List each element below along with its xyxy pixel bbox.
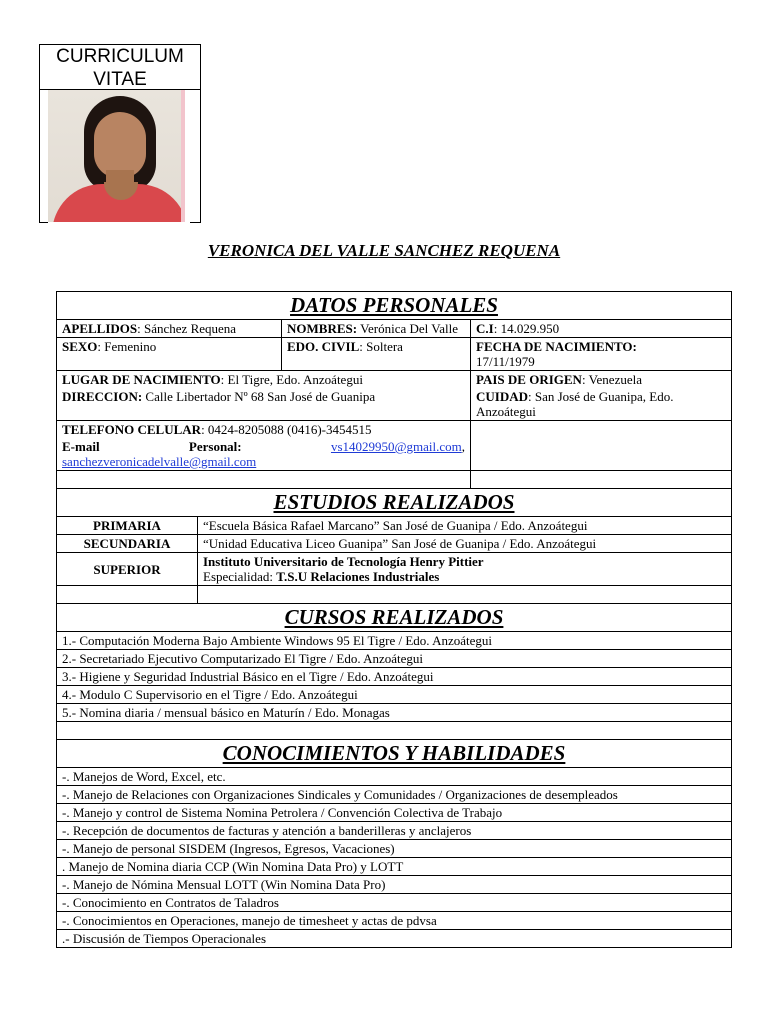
email-link-secondary[interactable]: sanchezveronicadelvalle@gmail.com (62, 454, 257, 469)
row-direccion (57, 388, 732, 421)
section-title-skills: CONOCIMIENTOS Y HABILIDADES (57, 740, 732, 768)
list-item (57, 786, 732, 804)
row-telefono (57, 421, 732, 439)
civil-label: EDO. CIVIL (287, 339, 360, 354)
direccion-value: Calle Libertador Nº 68 San José de Guanipa (142, 389, 376, 404)
cv-title-line1: CURRICULUM (56, 46, 184, 67)
cell-civil (282, 338, 471, 371)
photo-frame-right (200, 88, 201, 223)
email-label-2: Personal: (188, 439, 242, 454)
list-item (57, 804, 732, 822)
list-item (57, 686, 732, 704)
list-item (57, 840, 732, 858)
telefono-label: TELEFONO CELULAR (62, 422, 202, 437)
photo-edge (181, 90, 185, 222)
cv-table (56, 291, 732, 948)
skill-item: -. Manejo de personal SISDEM (Ingresos, Egresos, Vacaciones) (57, 840, 732, 858)
photo-frame-bottom-left (39, 222, 48, 223)
section-title-courses: CURSOS REALIZADOS (57, 604, 732, 632)
list-item (57, 768, 732, 786)
pais-label: PAIS DE ORIGEN (476, 372, 582, 387)
superior-label: SUPERIOR (57, 553, 198, 586)
cv-header-box (39, 44, 201, 223)
email-line (62, 439, 465, 454)
cell-ci (471, 320, 732, 338)
email-link-primary[interactable]: vs14029950@gmail.com (330, 439, 462, 454)
email-primary-wrap (331, 439, 465, 454)
row-lugar (57, 371, 732, 389)
row-spacer-courses (57, 722, 732, 740)
profile-photo (48, 90, 185, 222)
section-personal-row (57, 292, 732, 320)
cell-ciudad (471, 388, 732, 421)
cell-superior (198, 553, 732, 586)
list-item (57, 822, 732, 840)
photo-frame-bottom-right (190, 222, 200, 223)
cv-title (39, 44, 201, 90)
pais-value: : Venezuela (581, 372, 642, 387)
spacer-cell (198, 586, 732, 604)
list-item (57, 858, 732, 876)
cell-apellidos (57, 320, 282, 338)
list-item (57, 668, 732, 686)
spacer-cell (57, 471, 471, 489)
row-superior (57, 553, 732, 586)
email-label-1: E-mail (62, 439, 100, 454)
course-item: 2.- Secretariado Ejecutivo Computarizado El Tigre / Edo. Anzoátegui (57, 650, 732, 668)
secundaria-label: SECUNDARIA (57, 535, 198, 553)
secundaria-value: “Unidad Educativa Liceo Guanipa” San José de Guanipa / Edo. Anzoátegui (198, 535, 732, 553)
list-item (57, 632, 732, 650)
sexo-label: SEXO (62, 339, 98, 354)
lugar-label: LUGAR DE NACIMIENTO (62, 372, 221, 387)
list-item (57, 930, 732, 948)
section-title-personal: DATOS PERSONALES (57, 292, 732, 320)
list-item (57, 876, 732, 894)
cell-lugar (57, 371, 471, 389)
fecha-value: 17/11/1979 (476, 354, 535, 369)
row-secundaria (57, 535, 732, 553)
skill-item: -. Recepción de documentos de facturas y atención a banderilleras y anclajeros (57, 822, 732, 840)
fecha-label: FECHA DE NACIMIENTO: (476, 339, 637, 354)
skill-item: -. Manejos de Word, Excel, etc. (57, 768, 732, 786)
row-primaria (57, 517, 732, 535)
course-item: 1.- Computación Moderna Bajo Ambiente Windows 95 El Tigre / Edo. Anzoátegui (57, 632, 732, 650)
civil-value: : Soltera (359, 339, 403, 354)
list-item (57, 650, 732, 668)
spacer-cell (471, 471, 732, 489)
especialidad-label: Especialidad: (203, 569, 277, 584)
apellidos-value: : Sánchez Requena (137, 321, 237, 336)
skill-item: . Manejo de Nomina diaria CCP (Win Nomina Data Pro) y LOTT (57, 858, 732, 876)
sexo-value: : Femenino (97, 339, 157, 354)
superior-institution: Instituto Universitario de Tecnología Henry Pittier (203, 554, 484, 569)
skill-item: -. Conocimientos en Operaciones, manejo de timesheet y actas de pdvsa (57, 912, 732, 930)
ciudad-label: CUIDAD (476, 389, 528, 404)
course-item: 4.- Modulo C Supervisorio en el Tigre / Edo. Anzoátegui (57, 686, 732, 704)
cell-email (57, 438, 471, 471)
section-title-education: ESTUDIOS REALIZADOS (57, 489, 732, 517)
cell-telefono (57, 421, 471, 439)
especialidad-value: T.S.U Relaciones Industriales (276, 569, 440, 584)
course-item: 3.- Higiene y Seguridad Industrial Básico en el Tigre / Edo. Anzoátegui (57, 668, 732, 686)
section-skills-row (57, 740, 732, 768)
lugar-value: : El Tigre, Edo. Anzoátegui (220, 372, 363, 387)
nombres-label: NOMBRES: (287, 321, 358, 336)
primaria-value: “Escuela Básica Rafael Marcano” San José de Guanipa / Edo. Anzoátegui (198, 517, 732, 535)
cell-pais (471, 371, 732, 389)
photo-frame-left (39, 88, 40, 223)
email-separator: , (461, 439, 465, 454)
full-name: VERONICA DEL VALLE SANCHEZ REQUENA (207, 241, 561, 260)
spacer-cell (57, 586, 198, 604)
ci-value: : 14.029.950 (493, 321, 560, 336)
row-spacer-education (57, 586, 732, 604)
list-item (57, 704, 732, 722)
list-item (57, 894, 732, 912)
row-sexo (57, 338, 732, 371)
spacer-cell (57, 722, 732, 740)
ci-label: C.I (476, 321, 494, 336)
telefono-value: : 0424-8205088 (0416)-3454515 (201, 422, 372, 437)
skill-item: -. Manejo y control de Sistema Nomina Petrolera / Convención Colectiva de Trabajo (57, 804, 732, 822)
cell-sexo (57, 338, 282, 371)
skill-item: -. Conocimiento en Contratos de Taladros (57, 894, 732, 912)
ciudad-value: : San José de Guanipa, Edo. Anzoátegui (476, 389, 674, 419)
cv-title-line2: VITAE (93, 69, 147, 90)
cell-direccion (57, 388, 471, 421)
nombres-value: Verónica Del Valle (357, 321, 459, 336)
cell-blank-right (471, 421, 732, 471)
skill-item: -. Manejo de Nómina Mensual LOTT (Win Nomina Data Pro) (57, 876, 732, 894)
course-item: 5.- Nomina diaria / mensual básico en Maturín / Edo. Monagas (57, 704, 732, 722)
direccion-label: DIRECCION: (62, 389, 143, 404)
row-spacer-personal (57, 471, 732, 489)
photo-face (94, 112, 146, 178)
primaria-label: PRIMARIA (57, 517, 198, 535)
cell-nombres (282, 320, 471, 338)
apellidos-label: APELLIDOS (62, 321, 138, 336)
row-names (57, 320, 732, 338)
section-courses-row (57, 604, 732, 632)
list-item (57, 912, 732, 930)
skill-item: -. Manejo de Relaciones con Organizaciones Sindicales y Comunidades / Organizaciones de desempleados (57, 786, 732, 804)
skill-item: .- Discusión de Tiempos Operacionales (57, 930, 732, 948)
cell-fecha (471, 338, 732, 371)
section-education-row (57, 489, 732, 517)
